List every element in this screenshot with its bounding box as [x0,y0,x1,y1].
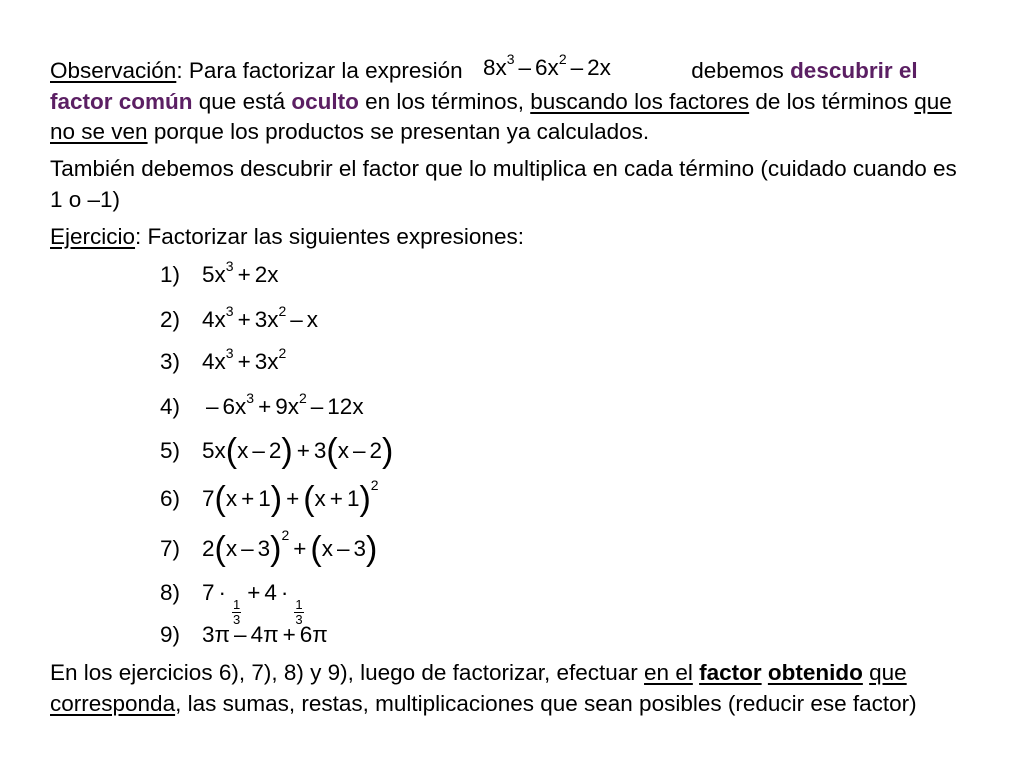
descubrir-emphasis: descubrir [790,58,893,83]
ejercicio-label: Ejercicio [50,224,136,249]
exercise-5: 5) 5x(x – 2) + 3(x – 2) [160,432,394,470]
footer-text-a: En los ejercicios 6), 7), 8) y 9), luego de factorizar, efectuar [50,660,638,685]
factor-emphasis: factor [699,660,762,685]
term-6x: 6x [535,55,559,80]
ejercicio-line [50,222,980,253]
exercise-6: 6) $7(x + 1) + (x + 1)^2$ [160,477,379,518]
intro-text-f: porque los productos se presentan ya calculados. [153,119,650,144]
tambien-paragraph: También debemos descubrir el factor que lo multiplica en cada término (cuidado cuando es 1 o –1) [50,156,957,212]
obtenido-emphasis: obtenido [767,660,863,685]
exercise-9: 9) 3π – 4π + 6π [160,622,328,647]
exercise-number: 4) [160,394,181,419]
en-el-underline: en el [644,660,693,685]
buscando-underline: buscando los factores [530,88,750,114]
ejercicio-text: : Factorizar las siguientes expresiones: [135,224,524,249]
exercise-number: 7) [160,536,181,561]
exercise-number: 8) [160,580,181,605]
term-2x: 2x [587,55,611,80]
exercise-7: 7) 2(x – 3)$^2$+ (x – 3) [160,527,378,568]
exercise-number: 9) [160,622,181,647]
exercise-number: 1) [160,262,181,287]
exercise-1: 1) $5x^3 + 2x$ [160,258,279,287]
op-minus: – [518,55,532,80]
observation-paragraph [50,51,980,148]
intro-text-a: : Para factorizar la expresión [176,58,463,83]
factor-comun-emphasis: el factor común [50,58,918,114]
op-minus: – [570,55,584,80]
que-no-se-ven-underline: que no se ven [50,88,952,144]
footer-text-b: , las sumas, restas, multiplicaciones que sean posibles (reducir ese factor) [175,690,917,716]
intro-text-c: que está [198,88,286,114]
footer-paragraph [50,658,950,719]
exercise-4: $4) - 6x^3 + 9x^2 - 12x$ [160,390,364,419]
exercise-number: 3) [160,349,181,374]
exercise-8: 8) 7 · $\frac{1}{3}$ + 4 · $\frac{1}{3}$ [160,580,303,627]
expression-8x3-6x2-2x [482,51,611,81]
exercise-2: 2) $4x^3 + 3x^2 - x$ [160,303,319,332]
intro-text-b: debemos [691,58,784,83]
term-8x: 8x [482,55,507,80]
oculto-emphasis: oculto [291,88,359,114]
exp-2: 2 [558,51,567,67]
exercise-number: 2) [160,307,181,332]
observacion-label: Observación [50,58,177,83]
intro-text-e: de los términos [755,88,908,114]
exp-3: 3 [506,51,515,67]
que-corresponda-underline: que corresponda [50,660,907,716]
fraction-one-third: $\frac{1}{3}$ [295,597,303,627]
fraction-one-third: $\frac{1}{3}$ [233,597,241,627]
exercise-number: 6) [160,486,181,511]
exercise-3: 3) $4x^3 + 3x^2$ [160,345,287,374]
exercise-number: 5) [160,438,181,463]
intro-text-d: en los términos, [365,88,524,114]
